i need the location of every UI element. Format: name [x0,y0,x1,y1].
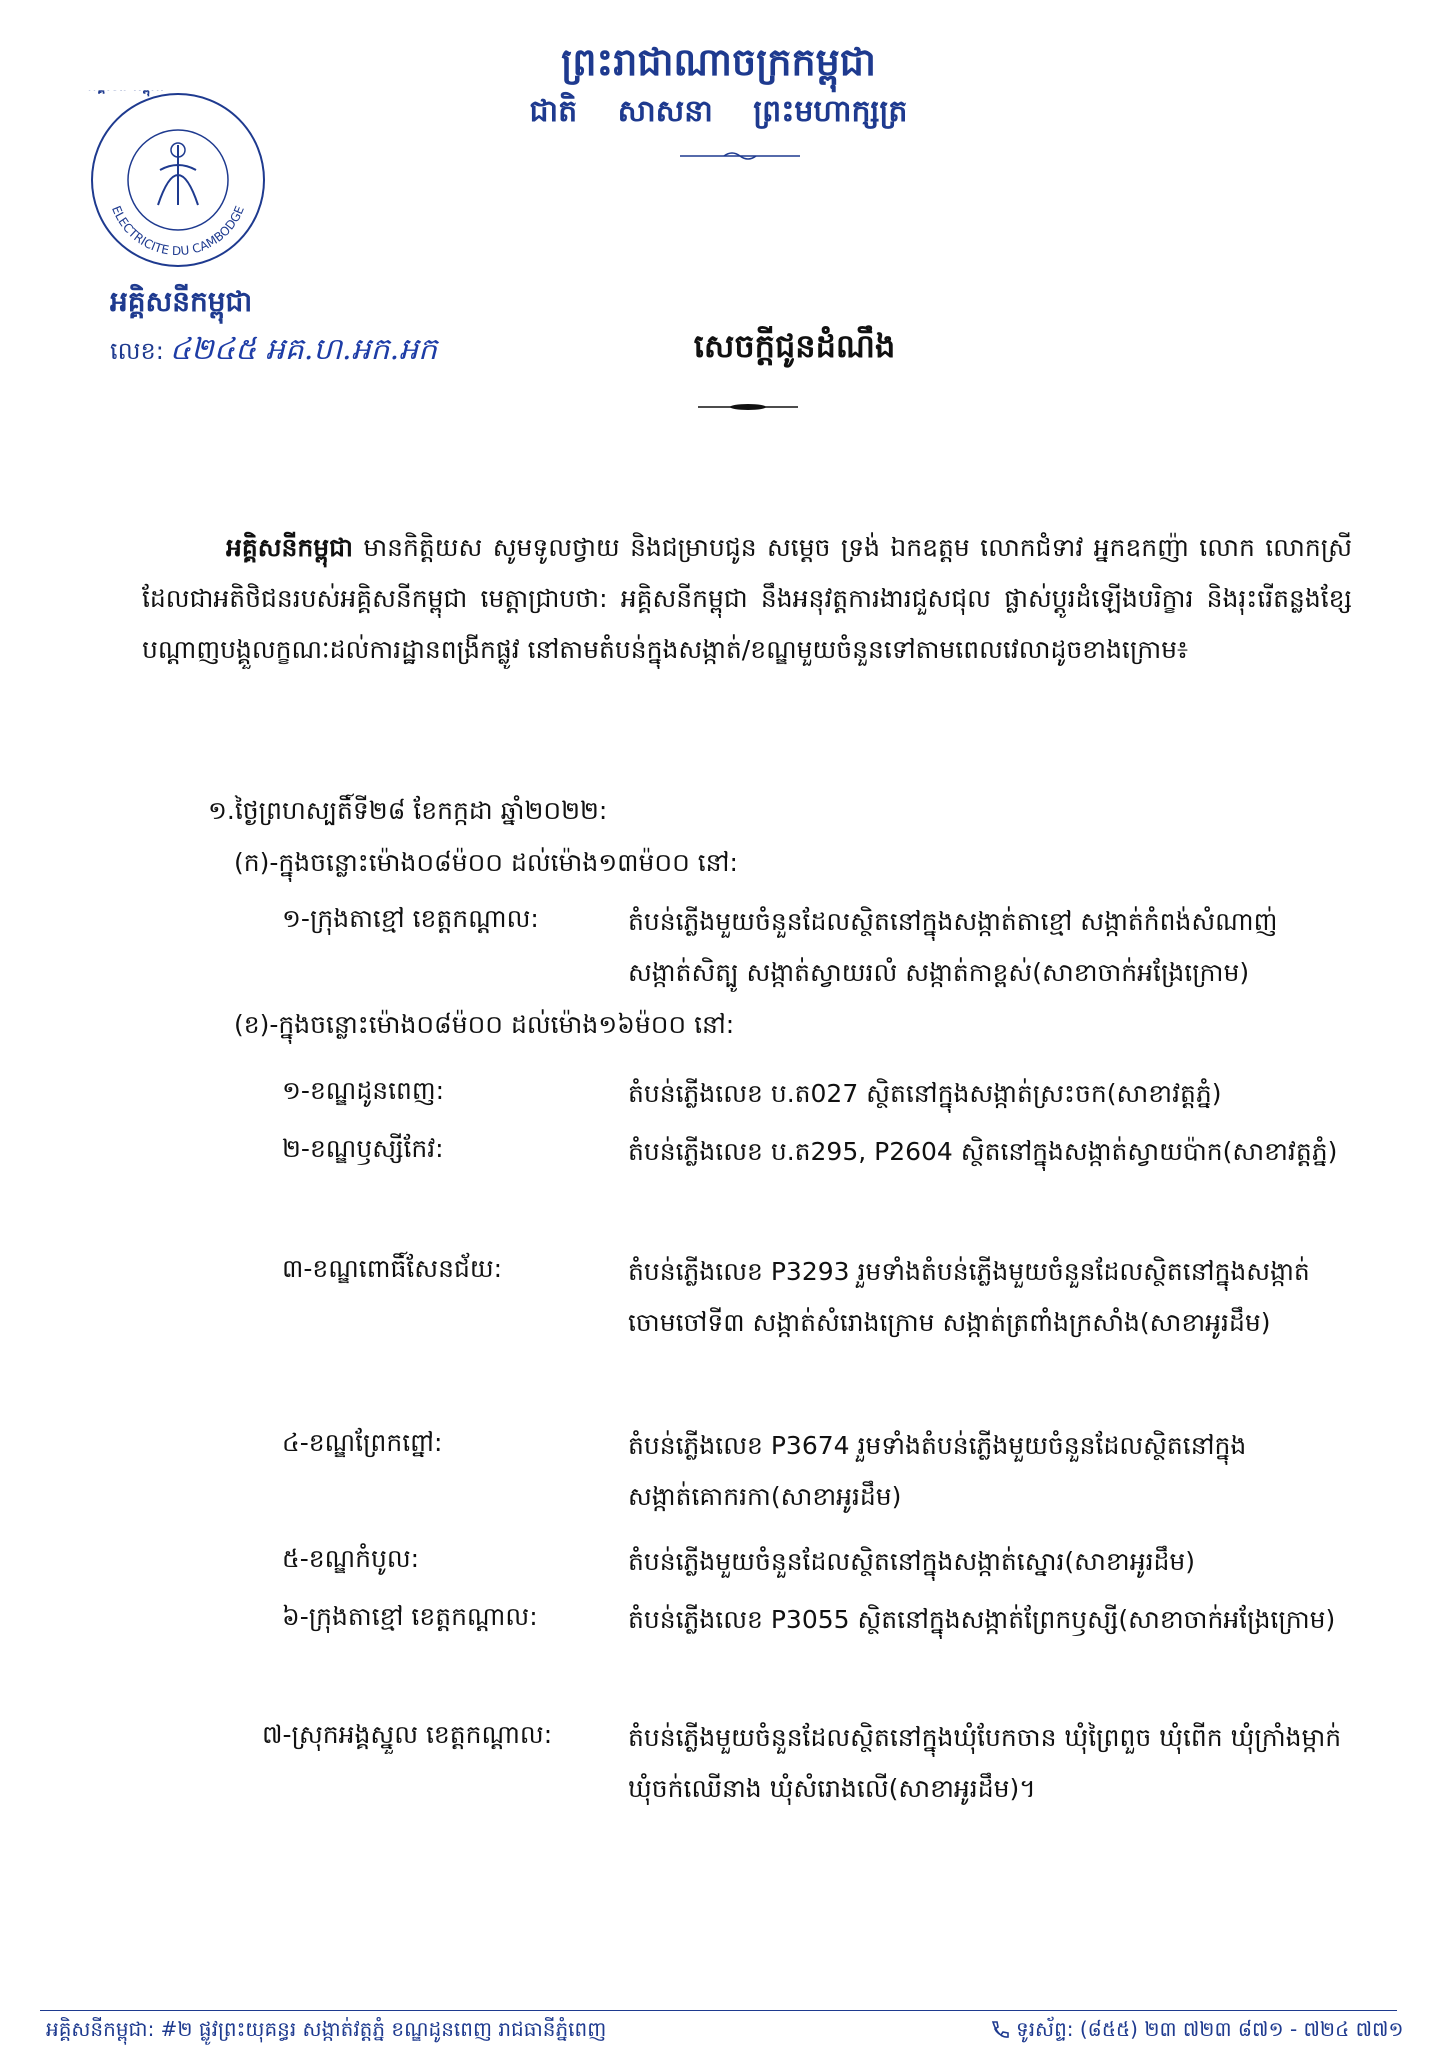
kingdom-heading: ព្រះរាជាណាចក្រកម្ពុជា [561,40,876,84]
group-b-item-label: ៥-ខណ្ឌកំបូល: [282,1544,420,1573]
intro-text: មានកិត្តិយស សូមទូលថ្វាយ និងជម្រាបជូន សម្តេច ទ្រង់ ឯកឧត្តម លោកជំទាវ អ្នកឧកញ៉ា លោក លោកស្រី ដែលជាអតិថិជនរបស់អគ្គិសនីកម្ពុជា មេត្តាជ្រាបថា: អគ្គិសនីកម្ពុជា នឹងអនុវត្តការងារជួសជុល ផ្លាស់ប្តូរដំឡើងបរិក្ខារ និងរុះរើតន្លងខ្សែបណ្តាញបង្គួលក្ខណៈដល់ការដ្ឋានពង្រីកផ្លូវ នៅតាមតំបន់ក្នុងសង្កាត់/ខណ្ឌមួយចំនួនទៅតាមពេលវេលាដូចខាងក្រោម៖ [142,533,1352,664]
divider-ornament-title [698,402,798,412]
phone-icon [988,2019,1010,2041]
motto-heading: ជាតិ សាសនា ព្រះមហាក្សត្រ [529,94,908,129]
footer-phone [988,2016,1404,2046]
group-a-item-label: ១-ក្រុងតាខ្មៅ ខេត្តកណ្តាល: [282,904,539,933]
reference-label: លេខ: [110,337,164,365]
group-a-heading: (ក)-ក្នុងចន្លោះម៉ោង០៨ម៉០០ ដល់ម៉ោង១៣ម៉០០ នៅ: [234,848,738,877]
group-b-item-text: តំបន់ភ្លើងលេខ ប.ត295, P2604 ស្ថិតនៅក្នុងសង្កាត់ស្វាយប៉ាក(សាខាវត្តភ្នំ) [628,1137,1338,1166]
group-b-item-label: ៤-ខណ្ឌព្រែកព្នៅ: [282,1428,443,1457]
group-b-item-text: តំបន់ភ្លើងលេខ P3674 រួមទាំងតំបន់ភ្លើងមួយចំនួនដែលស្ថិតនៅក្នុងសង្កាត់គោករកា(សាខាអូរដឹម) [628,1431,1247,1511]
footer-divider [40,2010,1397,2011]
seal-name-fr: ELECTRICITE DU CAMBODGE [109,203,247,259]
group-b-item-label: ៦-ក្រុងតាខ្មៅ ខេត្តកណ្តាល: [282,1602,538,1631]
group-b-item-text: តំបន់ភ្លើងលេខ P3293 រួមទាំងតំបន់ភ្លើងមួយចំនួនដែលស្ថិតនៅក្នុងសង្កាត់ចោមចៅទី៣ សង្កាត់សំរោងក្រោម សង្កាត់ត្រពាំងក្រសាំង(សាខាអូរដឹម) [628,1257,1310,1337]
intro-paragraph [142,522,1352,675]
group-b-item-text: តំបន់ភ្លើងលេខ P3055 ស្ថិតនៅក្នុងសង្កាត់ព្រែកឫស្សី(សាខាចាក់អង្រែក្រោម) [628,1605,1336,1634]
notice-title [0,326,1437,373]
edc-seal [88,90,268,270]
group-b-item-text: តំបន់ភ្លើងមួយចំនួនដែលស្ថិតនៅក្នុងសង្កាត់ស្នោរ(សាខាអូរដឹម) [628,1547,1195,1576]
intro-org-bold: អគ្គិសនីកម្ពុជា [226,533,353,562]
reference-value: ៤២៤៥ អគ.ហ.អក.អក [169,332,438,367]
day-heading: ១.ថ្ងៃព្រហស្បតិ៍ទី២៨ ខែកក្កដា ឆ្នាំ២០២២: [208,796,608,825]
group-b-item-label: ១-ខណ្ឌដូនពេញ: [282,1076,445,1105]
group-a-item-text: តំបន់ភ្លើងមួយចំនួនដែលស្ថិតនៅក្នុងសង្កាត់តាខ្មៅ សង្កាត់កំពង់សំណាញ់ សង្កាត់សិត្បូ សង្កាត់ស្វាយរលំ សង្កាត់កាខ្ពស់(សាខាចាក់អង្រែក្រោម) [628,907,1278,987]
notice-title-text: សេចក្តីជូនដំណឹង [693,327,896,365]
divider-ornament-top [680,150,800,162]
seal-graphic [88,90,268,270]
footer-phone-text: ទូរស័ព្ទ: (៨៥៥) ២៣ ៧២៣ ៨៧១ - ៧២៤ ៧៧១ [1016,2017,1404,2041]
group-b-item-label: ២-ខណ្ឌឫស្សីកែវ: [282,1134,444,1163]
group-b-item-text: តំបន់ភ្លើងមួយចំនួនដែលស្ថិតនៅក្នុងឃុំបែកចាន ឃុំព្រៃពួច ឃុំពើក ឃុំក្រាំងម្កាក់ ឃុំចក់ឈើនាង ឃុំសំរោងលើ(សាខាអូរដឹម)។ [628,1723,1342,1803]
group-b-item-text: តំបន់ភ្លើងលេខ ប.ត027 ស្ថិតនៅក្នុងសង្កាត់ស្រះចក(សាខាវត្តភ្នំ) [628,1079,1222,1108]
group-b-heading: (ខ)-ក្នុងចន្លោះម៉ោង០៨ម៉០០ ដល់ម៉ោង១៦ម៉០០ នៅ: [234,1010,735,1039]
org-name: អគ្គិសនីកម្ពុជា [110,285,253,318]
group-b-item-label: ៧-ស្រុកអង្គស្នួល ខេត្តកណ្តាល: [262,1720,553,1749]
group-b-item-label: ៣-ខណ្ឌពោធិ៍សែនជ័យ: [282,1254,503,1283]
seal-name-km [88,90,164,97]
footer-address: អគ្គិសនីកម្ពុជា: #២ ផ្លូវព្រះយុគន្ធរ សង្កាត់វត្តភ្នំ ខណ្ឌដូនពេញ រាជធានីភ្នំពេញ [46,2017,607,2041]
